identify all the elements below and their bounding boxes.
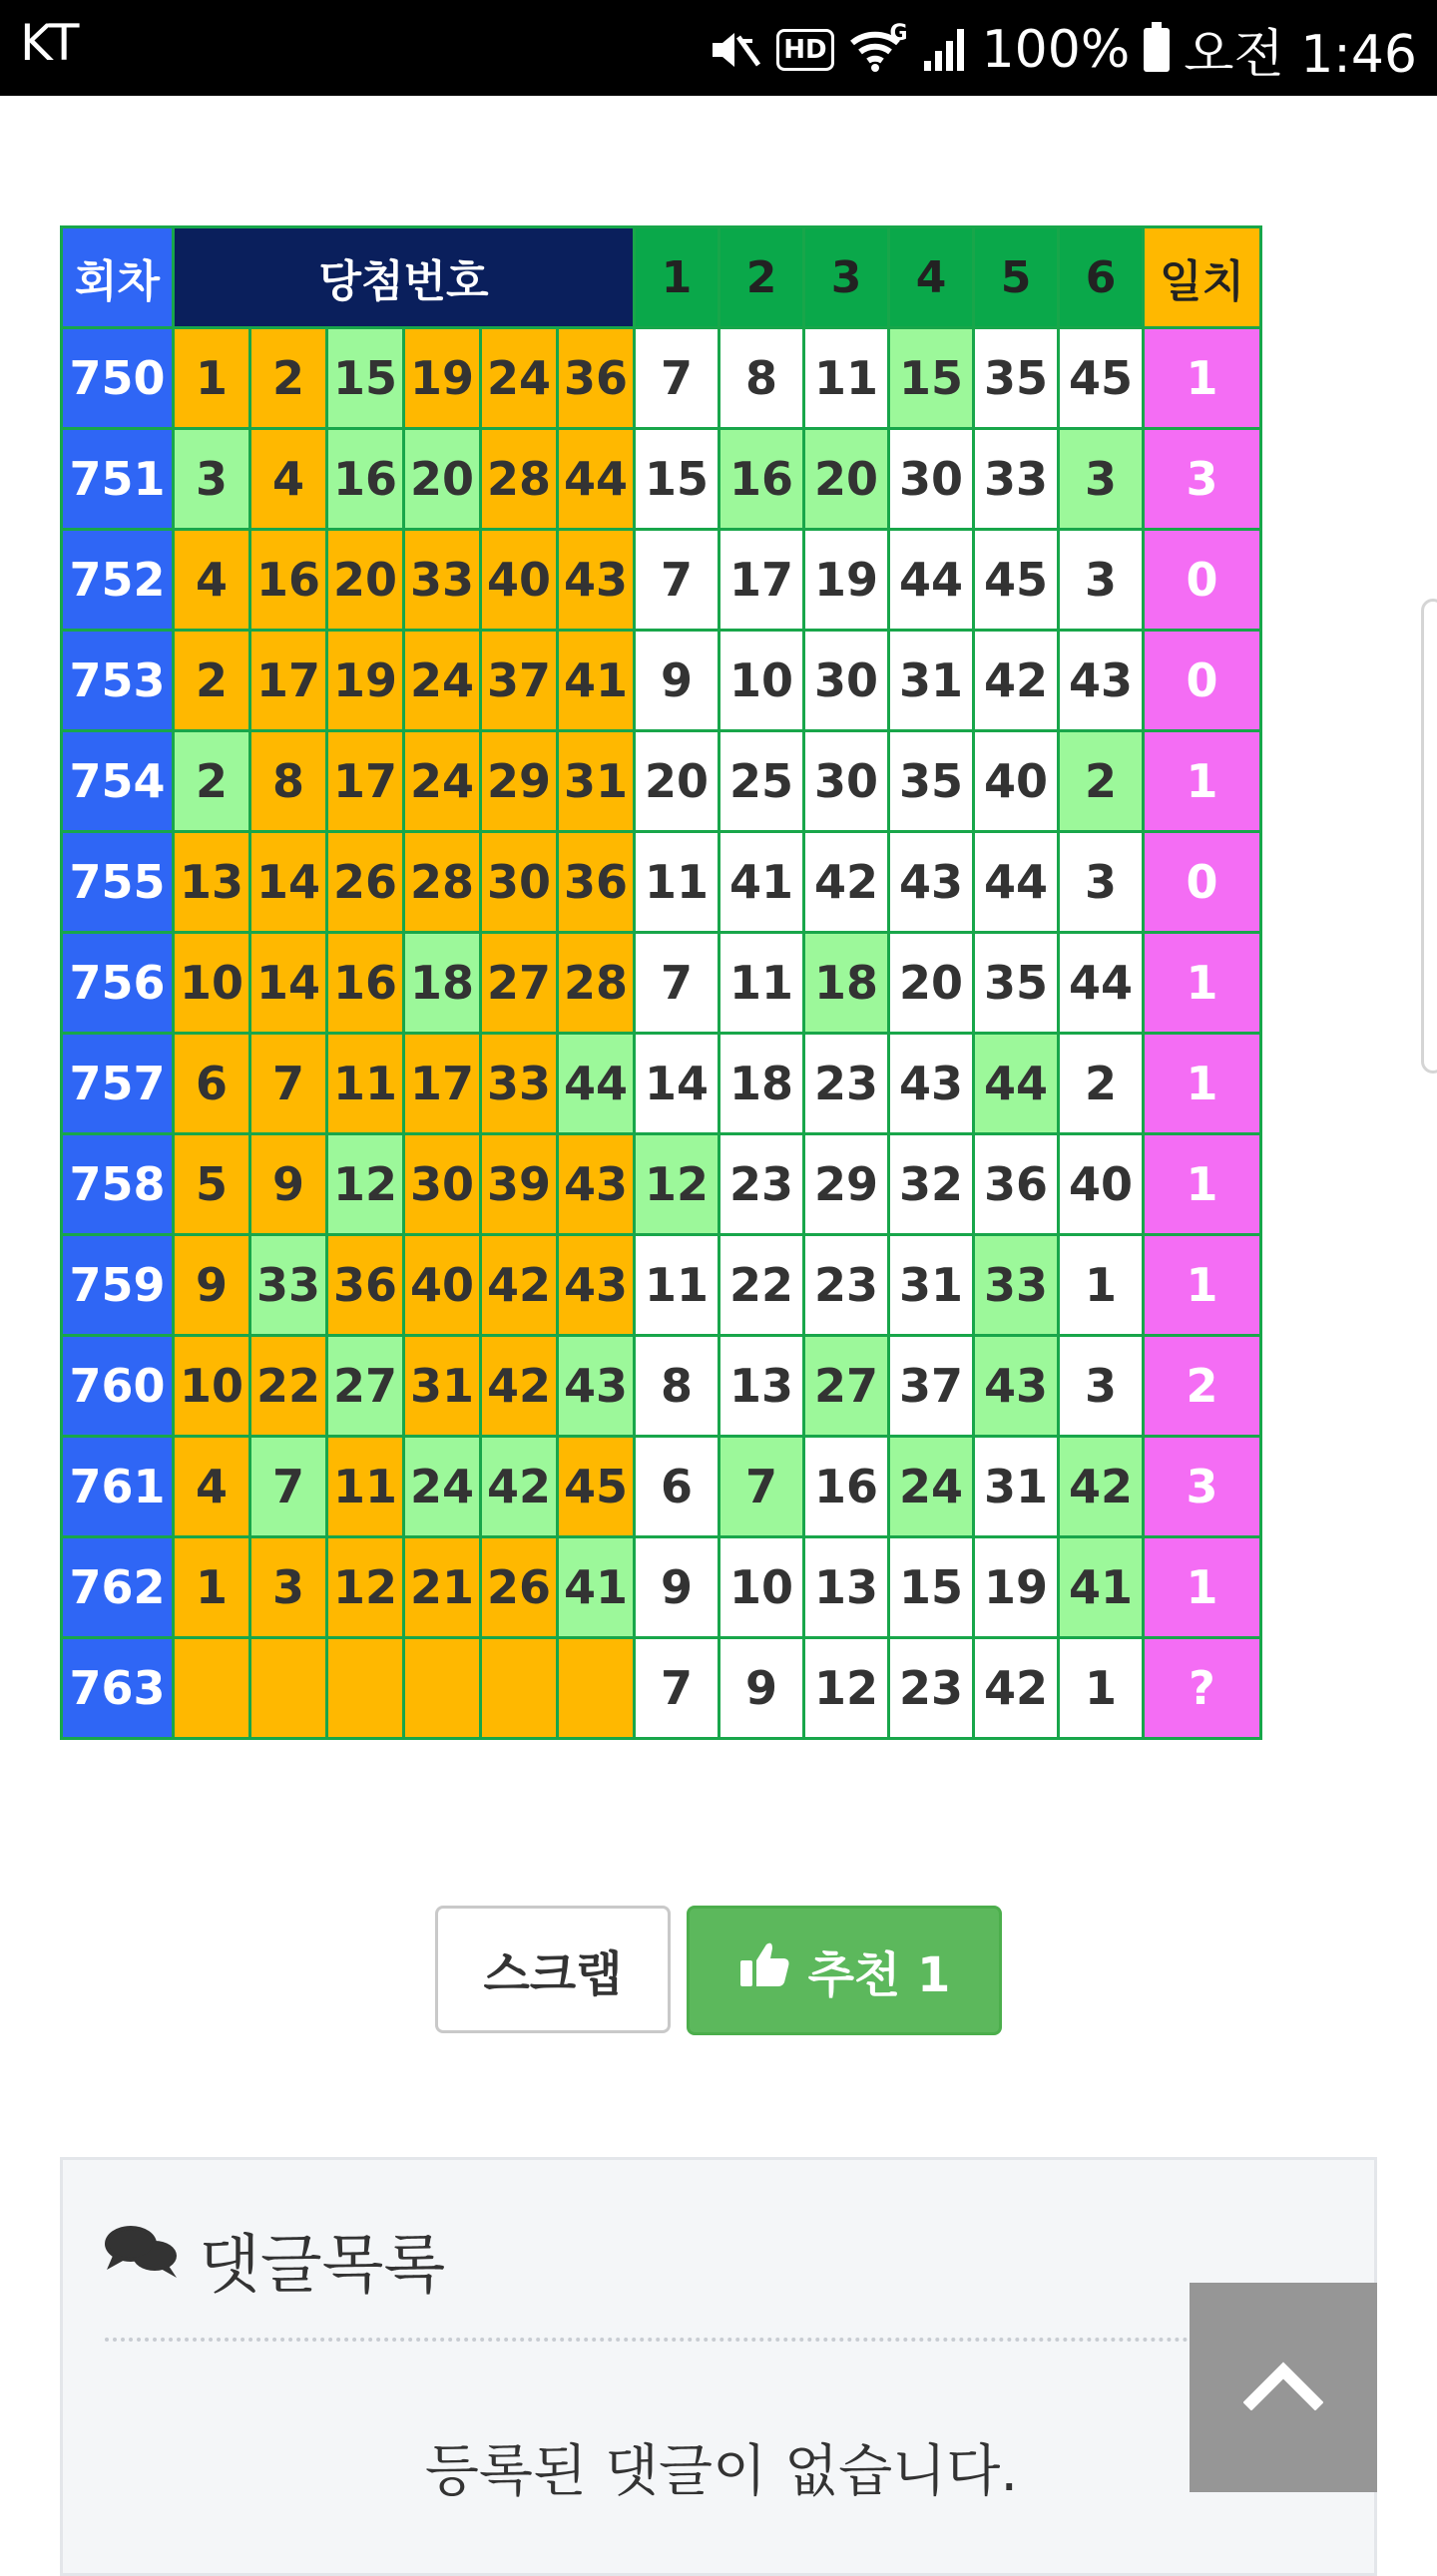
next-number-cell: 30 xyxy=(889,429,974,530)
next-number-cell: 10 xyxy=(719,631,804,731)
winning-number-cell: 6 xyxy=(174,1034,250,1134)
next-number-cell: 30 xyxy=(804,731,889,832)
winning-number-cell: 43 xyxy=(558,1134,635,1235)
next-number-cell: 19 xyxy=(804,530,889,631)
winning-number-cell: 24 xyxy=(404,1437,481,1537)
next-number-cell: 41 xyxy=(719,832,804,933)
next-number-cell: 25 xyxy=(719,731,804,832)
winning-number-cell: 26 xyxy=(327,832,404,933)
winning-number-cell: 40 xyxy=(481,530,558,631)
signal-icon xyxy=(922,27,968,73)
winning-number-cell: 17 xyxy=(404,1034,481,1134)
winning-number-cell: 40 xyxy=(404,1235,481,1336)
winning-number-cell: 7 xyxy=(250,1437,327,1537)
next-number-cell: 37 xyxy=(889,1336,974,1437)
winning-number-cell: 24 xyxy=(404,631,481,731)
table-row xyxy=(62,832,1261,933)
match-count: 0 xyxy=(1144,530,1261,631)
next-number-cell: 1 xyxy=(1059,1638,1144,1739)
winning-number-cell: 10 xyxy=(174,933,250,1034)
next-number-cell: 23 xyxy=(804,1034,889,1134)
round-number: 758 xyxy=(62,1134,174,1235)
header-next-2: 2 xyxy=(719,227,804,328)
winning-number-cell: 33 xyxy=(250,1235,327,1336)
next-number-cell: 35 xyxy=(974,328,1059,429)
winning-number-cell: 17 xyxy=(250,631,327,731)
next-number-cell: 44 xyxy=(1059,933,1144,1034)
table-row xyxy=(62,328,1261,429)
next-number-cell: 31 xyxy=(889,631,974,731)
winning-number-cell: 26 xyxy=(481,1537,558,1638)
next-number-cell: 27 xyxy=(804,1336,889,1437)
winning-number-cell: 41 xyxy=(558,1537,635,1638)
status-bar xyxy=(0,0,1437,96)
winning-number-cell: 4 xyxy=(174,530,250,631)
status-icons xyxy=(709,12,1417,87)
next-number-cell: 10 xyxy=(719,1537,804,1638)
next-number-cell: 43 xyxy=(889,1034,974,1134)
next-number-cell: 23 xyxy=(889,1638,974,1739)
winning-number-cell: 14 xyxy=(250,933,327,1034)
winning-number-cell xyxy=(404,1638,481,1739)
round-number: 759 xyxy=(62,1235,174,1336)
scrap-label: 스크랩 xyxy=(483,1945,623,2002)
next-number-cell: 43 xyxy=(974,1336,1059,1437)
next-number-cell: 11 xyxy=(804,328,889,429)
round-number: 761 xyxy=(62,1437,174,1537)
next-number-cell: 9 xyxy=(635,1537,719,1638)
winning-number-cell: 36 xyxy=(558,832,635,933)
next-number-cell: 15 xyxy=(889,328,974,429)
winning-number-cell: 17 xyxy=(327,731,404,832)
next-number-cell: 18 xyxy=(719,1034,804,1134)
winning-number-cell: 31 xyxy=(558,731,635,832)
match-count: 1 xyxy=(1144,1537,1261,1638)
winning-number-cell: 30 xyxy=(481,832,558,933)
match-count: 3 xyxy=(1144,1437,1261,1537)
match-count: 1 xyxy=(1144,731,1261,832)
table-row xyxy=(62,429,1261,530)
next-number-cell: 23 xyxy=(719,1134,804,1235)
winning-number-cell: 43 xyxy=(558,530,635,631)
comments-divider xyxy=(105,2338,1332,2342)
comments-empty-message: 등록된 댓글이 없습니다. xyxy=(424,2439,1019,2504)
next-number-cell: 9 xyxy=(635,631,719,731)
winning-number-cell: 12 xyxy=(327,1134,404,1235)
round-number: 755 xyxy=(62,832,174,933)
mute-icon xyxy=(709,27,762,73)
next-number-cell: 8 xyxy=(635,1336,719,1437)
winning-number-cell: 15 xyxy=(327,328,404,429)
winning-number-cell: 42 xyxy=(481,1336,558,1437)
winning-number-cell: 28 xyxy=(481,429,558,530)
next-number-cell: 42 xyxy=(974,1638,1059,1739)
next-number-cell: 12 xyxy=(635,1134,719,1235)
next-number-cell: 9 xyxy=(719,1638,804,1739)
next-number-cell: 7 xyxy=(635,933,719,1034)
table-row xyxy=(62,1638,1261,1739)
next-number-cell: 30 xyxy=(804,631,889,731)
winning-number-cell: 14 xyxy=(250,832,327,933)
hd-voice-icon: HD xyxy=(776,29,833,71)
round-number: 754 xyxy=(62,731,174,832)
next-number-cell: 22 xyxy=(719,1235,804,1336)
header-round: 회차 xyxy=(62,227,174,328)
match-count: 1 xyxy=(1144,1034,1261,1134)
next-number-cell: 18 xyxy=(804,933,889,1034)
match-count: 1 xyxy=(1144,933,1261,1034)
winning-number-cell: 27 xyxy=(481,933,558,1034)
table-row xyxy=(62,1235,1261,1336)
next-number-cell: 42 xyxy=(804,832,889,933)
next-number-cell: 3 xyxy=(1059,429,1144,530)
winning-number-cell: 24 xyxy=(481,328,558,429)
next-number-cell: 29 xyxy=(804,1134,889,1235)
next-number-cell: 15 xyxy=(635,429,719,530)
next-number-cell: 20 xyxy=(889,933,974,1034)
next-number-cell: 44 xyxy=(889,530,974,631)
next-number-cell: 13 xyxy=(804,1537,889,1638)
clock: 오전 1:46 xyxy=(1184,25,1417,85)
next-number-cell: 45 xyxy=(1059,328,1144,429)
network-type-label: G xyxy=(889,20,908,46)
next-number-cell: 43 xyxy=(1059,631,1144,731)
next-number-cell: 40 xyxy=(1059,1134,1144,1235)
round-number: 756 xyxy=(62,933,174,1034)
winning-number-cell: 3 xyxy=(250,1537,327,1638)
winning-number-cell: 18 xyxy=(404,933,481,1034)
winning-number-cell xyxy=(558,1638,635,1739)
next-number-cell: 7 xyxy=(635,1638,719,1739)
next-number-cell: 35 xyxy=(889,731,974,832)
winning-number-cell: 13 xyxy=(174,832,250,933)
header-next-5: 5 xyxy=(974,227,1059,328)
round-number: 753 xyxy=(62,631,174,731)
winning-number-cell xyxy=(174,1638,250,1739)
winning-number-cell: 1 xyxy=(174,1537,250,1638)
table-row xyxy=(62,933,1261,1034)
table-row xyxy=(62,731,1261,832)
winning-number-cell: 2 xyxy=(174,731,250,832)
next-number-cell: 15 xyxy=(889,1537,974,1638)
next-number-cell: 42 xyxy=(974,631,1059,731)
match-count: 0 xyxy=(1144,832,1261,933)
winning-number-cell: 28 xyxy=(404,832,481,933)
winning-number-cell: 43 xyxy=(558,1235,635,1336)
next-number-cell: 19 xyxy=(974,1537,1059,1638)
next-number-cell: 1 xyxy=(1059,1235,1144,1336)
table-header-row xyxy=(62,227,1261,328)
winning-number-cell: 28 xyxy=(558,933,635,1034)
winning-number-cell: 44 xyxy=(558,429,635,530)
winning-number-cell: 8 xyxy=(250,731,327,832)
winning-number-cell: 1 xyxy=(174,328,250,429)
header-next-6: 6 xyxy=(1059,227,1144,328)
comments-panel xyxy=(60,2157,1377,2576)
next-number-cell: 33 xyxy=(974,429,1059,530)
comments-title-text: 댓글목록 xyxy=(199,2229,446,2303)
winning-number-cell: 45 xyxy=(558,1437,635,1537)
match-count: 2 xyxy=(1144,1336,1261,1437)
winning-number-cell: 36 xyxy=(558,328,635,429)
match-count: 1 xyxy=(1144,328,1261,429)
next-number-cell: 45 xyxy=(974,530,1059,631)
next-number-cell: 6 xyxy=(635,1437,719,1537)
winning-number-cell: 19 xyxy=(327,631,404,731)
winning-number-cell: 3 xyxy=(174,429,250,530)
thumbs-up-icon xyxy=(738,1940,790,2000)
next-number-cell: 3 xyxy=(1059,530,1144,631)
winning-number-cell xyxy=(250,1638,327,1739)
next-number-cell: 36 xyxy=(974,1134,1059,1235)
next-number-cell: 13 xyxy=(719,1336,804,1437)
winning-number-cell: 2 xyxy=(174,631,250,731)
table-row xyxy=(62,1336,1261,1437)
round-number: 763 xyxy=(62,1638,174,1739)
table-row xyxy=(62,1034,1261,1134)
next-number-cell: 17 xyxy=(719,530,804,631)
next-number-cell: 3 xyxy=(1059,832,1144,933)
winning-number-cell: 7 xyxy=(250,1034,327,1134)
comments-title xyxy=(103,2214,445,2306)
winning-number-cell: 39 xyxy=(481,1134,558,1235)
battery-icon xyxy=(1144,28,1170,72)
lotto-table xyxy=(60,225,1262,1740)
table-row xyxy=(62,530,1261,631)
winning-number-cell xyxy=(327,1638,404,1739)
header-next-3: 3 xyxy=(804,227,889,328)
table-row xyxy=(62,1437,1261,1537)
header-next-1: 1 xyxy=(635,227,719,328)
table-row xyxy=(62,631,1261,731)
next-number-cell: 11 xyxy=(635,1235,719,1336)
next-number-cell: 11 xyxy=(719,933,804,1034)
battery-percent: 100% xyxy=(981,19,1131,80)
next-number-cell: 23 xyxy=(804,1235,889,1336)
next-number-cell: 20 xyxy=(635,731,719,832)
winning-number-cell: 36 xyxy=(327,1235,404,1336)
winning-number-cell: 27 xyxy=(327,1336,404,1437)
winning-number-cell: 37 xyxy=(481,631,558,731)
winning-number-cell: 4 xyxy=(174,1437,250,1537)
table-row xyxy=(62,1134,1261,1235)
match-count: 1 xyxy=(1144,1134,1261,1235)
table-row xyxy=(62,1537,1261,1638)
winning-number-cell: 11 xyxy=(327,1034,404,1134)
winning-number-cell: 20 xyxy=(327,530,404,631)
round-number: 751 xyxy=(62,429,174,530)
next-number-cell: 31 xyxy=(889,1235,974,1336)
next-number-cell: 20 xyxy=(804,429,889,530)
header-match: 일치 xyxy=(1144,227,1261,328)
match-count: ? xyxy=(1144,1638,1261,1739)
match-count: 1 xyxy=(1144,1235,1261,1336)
round-number: 760 xyxy=(62,1336,174,1437)
winning-number-cell: 16 xyxy=(327,429,404,530)
winning-number-cell: 9 xyxy=(250,1134,327,1235)
scrap-button[interactable] xyxy=(435,1906,671,2033)
next-number-cell: 7 xyxy=(719,1437,804,1537)
round-number: 757 xyxy=(62,1034,174,1134)
round-number: 752 xyxy=(62,530,174,631)
winning-number-cell xyxy=(481,1638,558,1739)
winning-number-cell: 29 xyxy=(481,731,558,832)
next-number-cell: 41 xyxy=(1059,1537,1144,1638)
next-number-cell: 16 xyxy=(804,1437,889,1537)
winning-number-cell: 31 xyxy=(404,1336,481,1437)
winning-number-cell: 22 xyxy=(250,1336,327,1437)
next-number-cell: 2 xyxy=(1059,1034,1144,1134)
next-number-cell: 2 xyxy=(1059,731,1144,832)
next-number-cell: 11 xyxy=(635,832,719,933)
round-number: 762 xyxy=(62,1537,174,1638)
round-number: 750 xyxy=(62,328,174,429)
next-number-cell: 44 xyxy=(974,832,1059,933)
winning-number-cell: 19 xyxy=(404,328,481,429)
next-number-cell: 14 xyxy=(635,1034,719,1134)
winning-number-cell: 4 xyxy=(250,429,327,530)
winning-number-cell: 33 xyxy=(481,1034,558,1134)
next-number-cell: 40 xyxy=(974,731,1059,832)
winning-number-cell: 16 xyxy=(250,530,327,631)
winning-number-cell: 21 xyxy=(404,1537,481,1638)
winning-number-cell: 44 xyxy=(558,1034,635,1134)
winning-number-cell: 24 xyxy=(404,731,481,832)
next-number-cell: 7 xyxy=(635,530,719,631)
chevron-up-icon xyxy=(1243,2361,1323,2414)
next-number-cell: 16 xyxy=(719,429,804,530)
next-number-cell: 3 xyxy=(1059,1336,1144,1437)
scroll-to-top-button[interactable] xyxy=(1190,2283,1377,2492)
winning-number-cell: 41 xyxy=(558,631,635,731)
winning-number-cell: 12 xyxy=(327,1537,404,1638)
next-number-cell: 43 xyxy=(889,832,974,933)
recommend-label: 추천 1 xyxy=(807,1946,951,2003)
next-number-cell: 7 xyxy=(635,328,719,429)
winning-number-cell: 33 xyxy=(404,530,481,631)
comments-icon xyxy=(103,2222,179,2298)
match-count: 0 xyxy=(1144,631,1261,731)
header-next-4: 4 xyxy=(889,227,974,328)
winning-number-cell: 2 xyxy=(250,328,327,429)
next-number-cell: 42 xyxy=(1059,1437,1144,1537)
next-number-cell: 44 xyxy=(974,1034,1059,1134)
winning-number-cell: 42 xyxy=(481,1437,558,1537)
next-number-cell: 31 xyxy=(974,1437,1059,1537)
next-number-cell: 8 xyxy=(719,328,804,429)
wifi-icon xyxy=(848,20,908,73)
header-winning-numbers: 당첨번호 xyxy=(174,227,635,328)
next-number-cell: 24 xyxy=(889,1437,974,1537)
recommend-button[interactable] xyxy=(687,1906,1002,2035)
next-number-cell: 33 xyxy=(974,1235,1059,1336)
winning-number-cell: 5 xyxy=(174,1134,250,1235)
carrier-label: KT xyxy=(20,14,80,72)
next-number-cell: 32 xyxy=(889,1134,974,1235)
winning-number-cell: 42 xyxy=(481,1235,558,1336)
winning-number-cell: 10 xyxy=(174,1336,250,1437)
winning-number-cell: 43 xyxy=(558,1336,635,1437)
winning-number-cell: 20 xyxy=(404,429,481,530)
winning-number-cell: 16 xyxy=(327,933,404,1034)
winning-number-cell: 9 xyxy=(174,1235,250,1336)
next-number-cell: 35 xyxy=(974,933,1059,1034)
next-number-cell: 12 xyxy=(804,1638,889,1739)
edge-panel-handle[interactable] xyxy=(1421,599,1437,1073)
winning-number-cell: 30 xyxy=(404,1134,481,1235)
winning-number-cell: 11 xyxy=(327,1437,404,1537)
match-count: 3 xyxy=(1144,429,1261,530)
